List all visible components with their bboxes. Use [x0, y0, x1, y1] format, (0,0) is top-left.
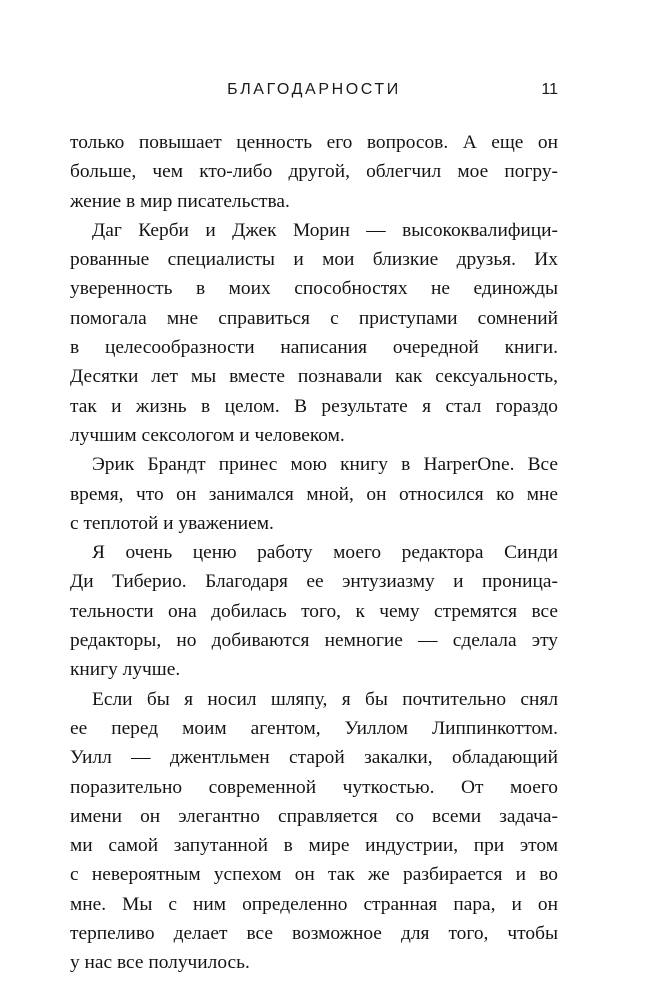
text-line: с теплотой и уважением. [70, 512, 274, 534]
text-line: ми самой запутанной в мире индустрии, при этом [70, 835, 558, 857]
text-line: жение в мир писательства. [70, 190, 290, 212]
text-line: ее перед моим агентом, Уиллом Липпинкоттом. [70, 717, 558, 739]
text-line: мне. Мы с ним определенно странная пара, и он [70, 893, 558, 915]
text-line: помогала мне справиться с приступами сомнений [70, 307, 558, 329]
text-line: тельности она добилась того, к чему стремятся все [70, 600, 558, 622]
text-line: Десятки лет мы вместе познавали как сексуальность, [70, 366, 558, 388]
body-text [70, 128, 558, 978]
text-line: Уилл — джентльмен старой закалки, обладающий [70, 747, 558, 769]
text-line: рованные специалисты и мои близкие друзья. Их [70, 249, 558, 271]
paragraph [70, 685, 558, 978]
page-number: 11 [541, 81, 558, 98]
text-line: Я очень ценю работу моего редактора Синди [92, 542, 558, 564]
paragraph [70, 216, 558, 450]
text-line: Ди Тиберио. Благодаря ее энтузиазму и проница- [70, 571, 558, 593]
paragraph [70, 538, 558, 684]
text-line: больше, чем кто-либо другой, облегчил мое погру- [70, 161, 558, 183]
text-line: у нас все получилось. [70, 952, 250, 974]
text-line: уверенность в моих способностях не единожды [70, 278, 558, 300]
text-line: редакторы, но добиваются немногие — сделала эту [70, 630, 558, 652]
running-head [70, 79, 558, 101]
text-line: время, что он занимался мной, он относился ко мне [70, 483, 558, 505]
text-line: лучшим сексологом и человеком. [70, 424, 345, 446]
text-line: Эрик Брандт принес мою книгу в HarperOne. Все [92, 454, 558, 476]
text-line: так и жизнь в целом. В результате я стал гораздо [70, 395, 558, 417]
running-title: БЛАГОДАРНОСТИ [227, 81, 401, 98]
text-line: Если бы я носил шляпу, я бы почтительно снял [92, 688, 558, 710]
text-line: только повышает ценность его вопросов. А еще он [70, 132, 558, 153]
paragraph [70, 128, 558, 216]
text-line: в целесообразности написания очередной книги. [70, 337, 558, 359]
text-line: имени он элегантно справляется со всеми задача- [70, 805, 558, 827]
text-line: книгу лучше. [70, 659, 181, 681]
text-line: терпеливо делает все возможное для того, чтобы [70, 923, 558, 945]
text-line: Даг Керби и Джек Морин — высококвалифици- [92, 219, 558, 241]
text-line: поразительно современной чуткостью. От моего [70, 776, 558, 798]
paragraph [70, 450, 558, 538]
text-line: с невероятным успехом он так же разбирается и во [70, 864, 558, 886]
